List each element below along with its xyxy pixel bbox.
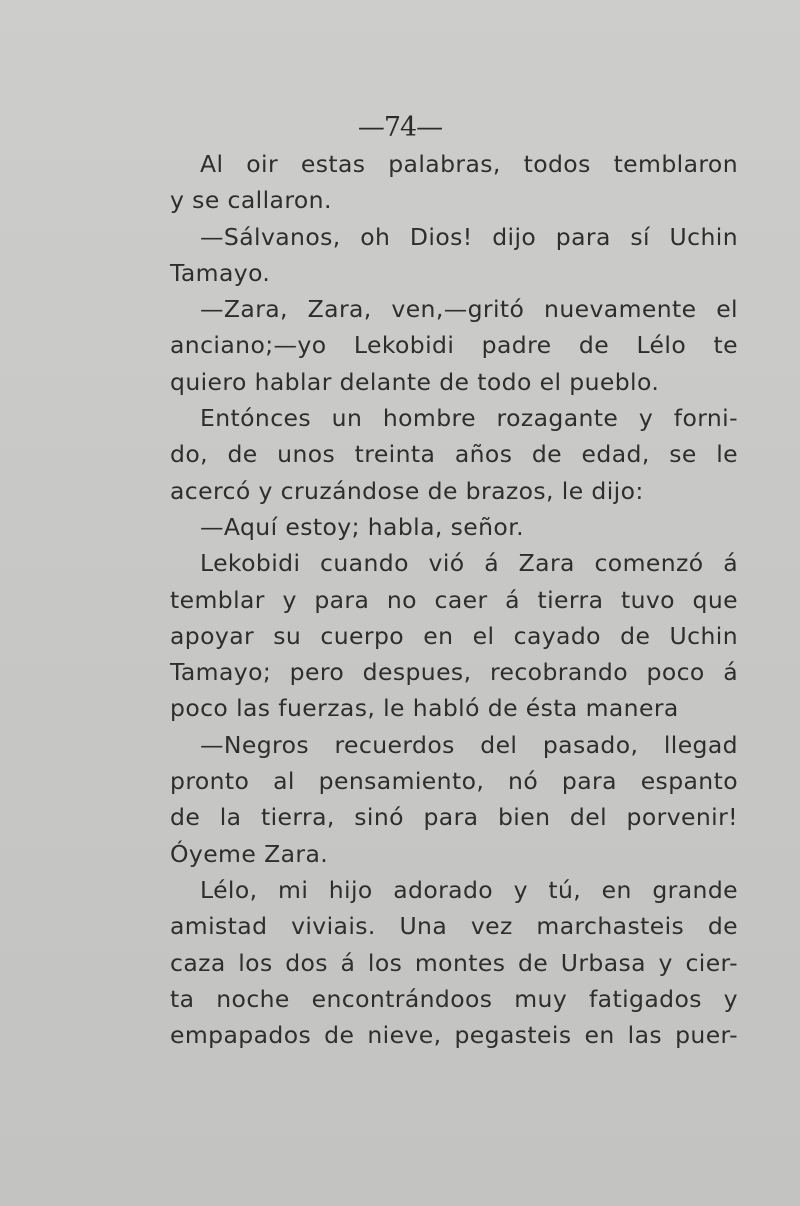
text-line: Al oir estas palabras, todos temblaron bbox=[200, 150, 738, 178]
text-line: pronto al pensamiento, nó para espanto bbox=[170, 767, 738, 796]
page-number: —74— bbox=[357, 112, 443, 143]
text-line: empapados de nieve, pegasteis en las puer- bbox=[170, 1021, 738, 1050]
text-line: Entónces un hombre rozagante y forni- bbox=[200, 404, 738, 433]
text-line: acercó y cruzándose de brazos, le dijo: bbox=[170, 476, 644, 505]
text-line: poco las fuerzas, le habló de ésta manera bbox=[170, 694, 679, 723]
text-line: Tamayo; pero despues, recobrando poco á bbox=[170, 658, 738, 687]
text-line: —Sálvanos, oh Dios! dijo para sí Uchin bbox=[200, 222, 738, 251]
text-line: Lélo, mi hijo adorado y tú, en grande bbox=[200, 875, 738, 904]
text-line: temblar y para no caer á tierra tuvo que bbox=[170, 585, 738, 614]
text-line: —Zara, Zara, ven,—gritó nuevamente el bbox=[200, 295, 738, 324]
text-line: quiero hablar delante de todo el pueblo. bbox=[170, 367, 660, 396]
text-line: Tamayo. bbox=[170, 258, 271, 287]
text-line: —Negros recuerdos del pasado, llegad bbox=[200, 730, 738, 759]
text-line: Óyeme Zara. bbox=[170, 839, 329, 868]
text-line: —Aquí estoy; habla, señor. bbox=[200, 512, 524, 541]
text-line: Lekobidi cuando vió á Zara comenzó á bbox=[200, 549, 738, 578]
text-line: ta noche encontrándoos muy fatigados y bbox=[170, 984, 738, 1013]
text-line: de la tierra, sinó para bien del porvenir! bbox=[170, 803, 738, 832]
body-text bbox=[170, 146, 738, 1053]
text-line: do, de unos treinta años de edad, se le bbox=[170, 440, 738, 469]
text-line: caza los dos á los montes de Urbasa y cier- bbox=[170, 948, 738, 977]
text-line: y se callaron. bbox=[170, 186, 332, 215]
text-line: amistad viviais. Una vez marchasteis de bbox=[170, 912, 738, 941]
text-line: anciano;—yo Lekobidi padre de Lélo te bbox=[170, 331, 738, 360]
text-line: apoyar su cuerpo en el cayado de Uchin bbox=[170, 621, 738, 650]
